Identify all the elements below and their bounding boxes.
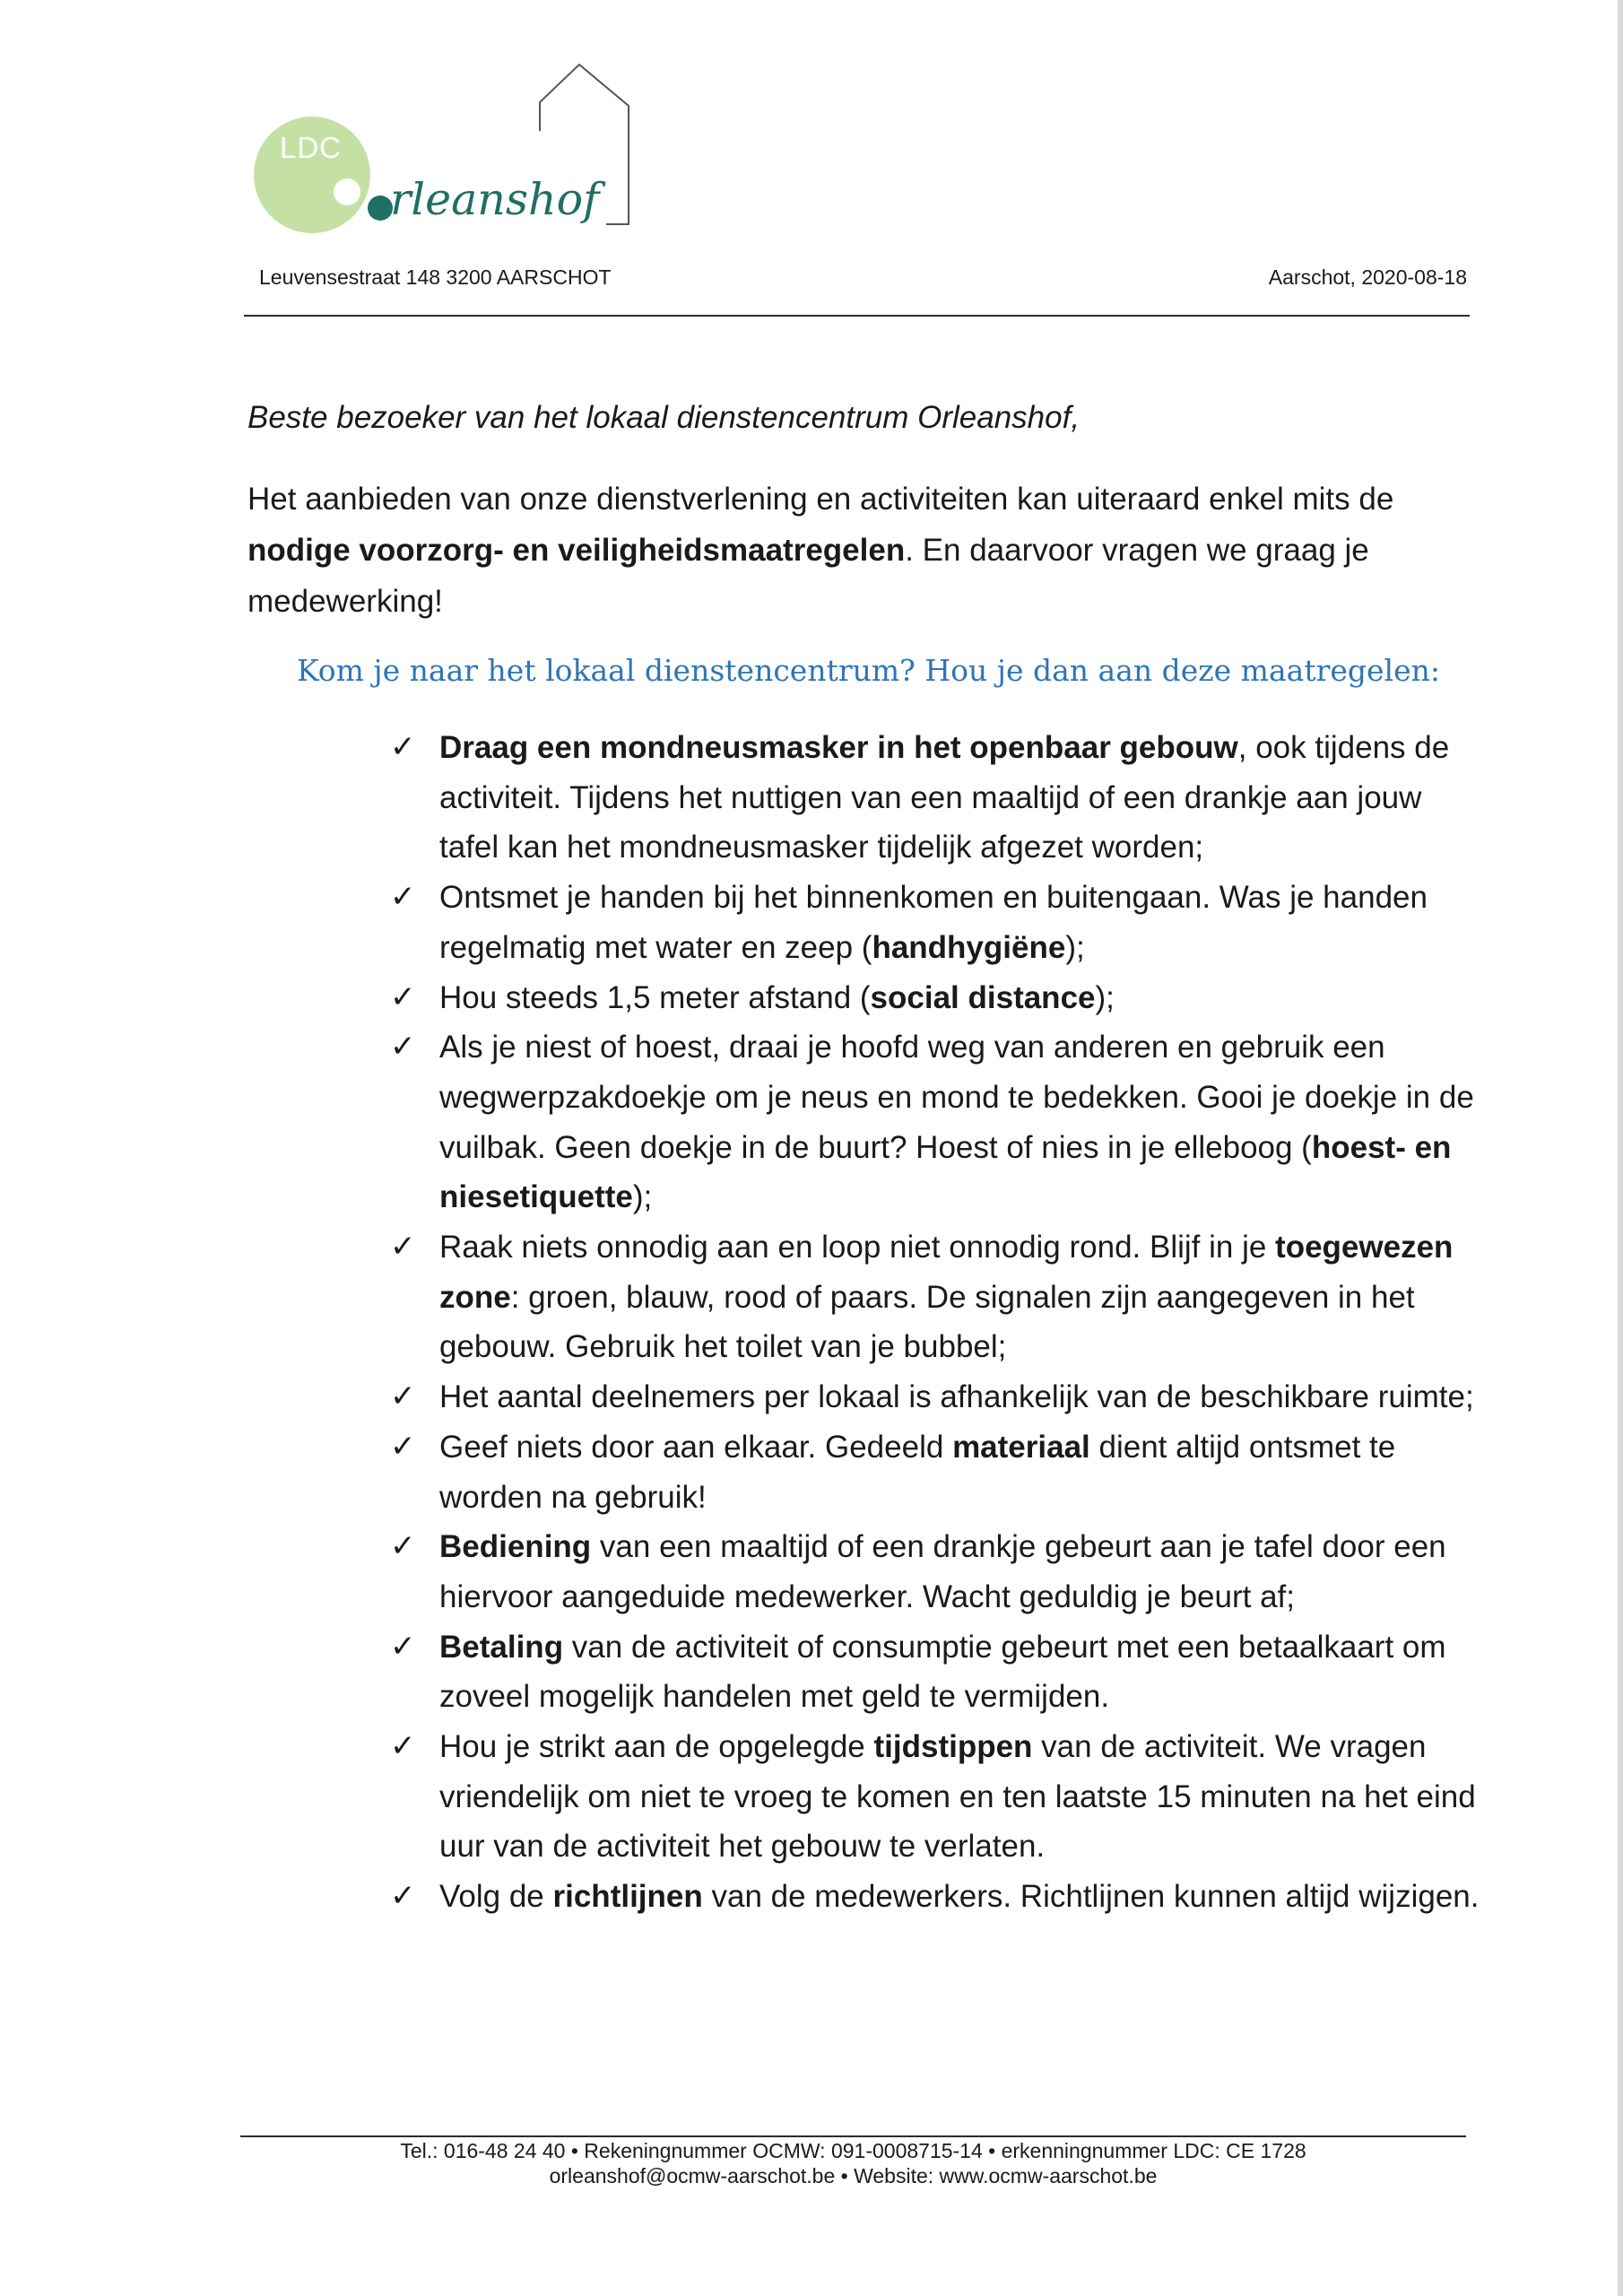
checkmark-icon: ✓ xyxy=(390,879,416,916)
checkmark-icon: ✓ xyxy=(390,729,416,765)
checklist-item: ✓ Draag een mondneusmasker in het openbaar gebouw, ook tijdens de activiteit. Tijdens het nuttigen van een maaltijd of een drankje aan jouw tafel kan het mondneusmasker tijdelijk afgezet worden; xyxy=(390,723,1484,873)
checkmark-icon: ✓ xyxy=(390,1428,416,1465)
checklist-item: ✓ Het aantal deelnemers per lokaal is afhankelijk van de beschikbare ruimte; xyxy=(390,1372,1484,1422)
header-divider xyxy=(244,315,1470,317)
letter-date: Aarschot, 2020-08-18 xyxy=(1268,265,1467,289)
logo-name-text: rleanshof xyxy=(390,174,600,225)
salutation: Beste bezoeker van het lokaal dienstencentrum Orleanshof, xyxy=(247,400,1081,435)
checklist-item: ✓ Als je niest of hoest, draai je hoofd weg van anderen en gebruik een wegwerpzakdoekje om je neus en mond te bedekken. Gooi je doekje in de vuilbak. Geen doekje in de buurt? Hoest of nies in je elleboog (hoest- en niesetiquette); xyxy=(390,1022,1484,1222)
footer-web-line: orleanshof@ocmw-aarschot.be • Website: www.ocmw-aarschot.be xyxy=(549,2164,1158,2187)
checklist-item: ✓ Betaling van de activiteit of consumptie gebeurt met een betaalkaart om zoveel mogelijk handelen met geld te vermijden. xyxy=(390,1622,1484,1722)
footer xyxy=(240,2138,1466,2188)
checklist-item: ✓ Ontsmet je handen bij het binnenkomen en buitengaan. Was je handen regelmatig met water en zeep (handhygiëne); xyxy=(390,873,1484,972)
measures-checklist xyxy=(390,723,1484,1922)
checkmark-icon: ✓ xyxy=(390,1029,416,1065)
logo-white-dot xyxy=(334,178,360,205)
checklist-item: ✓ Volg de richtlijnen van de medewerkers. Richtlijnen kunnen altijd wijzigen. xyxy=(390,1872,1484,1922)
intro-paragraph xyxy=(247,474,1476,627)
checkmark-icon: ✓ xyxy=(390,978,416,1015)
address: Leuvensestraat 148 3200 AARSCHOT xyxy=(259,265,612,289)
checkmark-icon: ✓ xyxy=(390,1229,416,1265)
checklist-item: ✓ Geef niets door aan elkaar. Gedeeld materiaal dient altijd ontsmet te worden na gebruik! xyxy=(390,1422,1484,1522)
logo xyxy=(249,61,644,240)
intro-bold: nodige voorzorg- en veiligheidsmaatregelen xyxy=(247,533,906,568)
checklist-item: ✓ Bediening van een maaltijd of een drankje gebeurt aan je tafel door een hiervoor aangeduide medewerker. Wacht geduldig je beurt af; xyxy=(390,1522,1484,1622)
checkmark-icon: ✓ xyxy=(390,1528,416,1565)
checklist-item: ✓ Raak niets onnodig aan en loop niet onnodig rond. Blijf in je toegewezen zone: groen, blauw, rood of paars. De signalen zijn aangegeven in het gebouw. Gebruik het toilet van je bubbel; xyxy=(390,1222,1484,1372)
checkmark-icon: ✓ xyxy=(390,1628,416,1665)
measures-heading: Kom je naar het lokaal dienstencentrum? Hou je dan aan deze maatregelen: xyxy=(297,653,1440,688)
footer-divider xyxy=(240,2135,1466,2137)
checkmark-icon: ✓ xyxy=(390,1378,416,1415)
intro-text-2: . En daarvoor vragen we graag je medewerking! xyxy=(247,533,1369,619)
checklist-item: ✓ Hou steeds 1,5 meter afstand (social distance); xyxy=(390,973,1484,1023)
logo-ldc-text: LDC xyxy=(280,131,343,164)
checklist-item: ✓ Hou je strikt aan de opgelegde tijdstippen van de activiteit. We vragen vriendelijk om niet te vroeg te komen en ten laatste 15 minuten na het eind uur van de activiteit het gebouw te verlaten. xyxy=(390,1722,1484,1872)
intro-text-1: Het aanbieden van onze dienstverlening en activiteiten kan uiteraard enkel mits de xyxy=(247,482,1394,517)
page-edge xyxy=(1618,0,1623,2296)
logo-teal-dot xyxy=(368,196,393,221)
checkmark-icon: ✓ xyxy=(390,1728,416,1765)
footer-contact-line: Tel.: 016-48 24 40 • Rekeningnummer OCMW: 091-0008715-14 • erkenningnummer LDC: CE 1728 xyxy=(400,2139,1306,2162)
checkmark-icon: ✓ xyxy=(390,1878,416,1915)
